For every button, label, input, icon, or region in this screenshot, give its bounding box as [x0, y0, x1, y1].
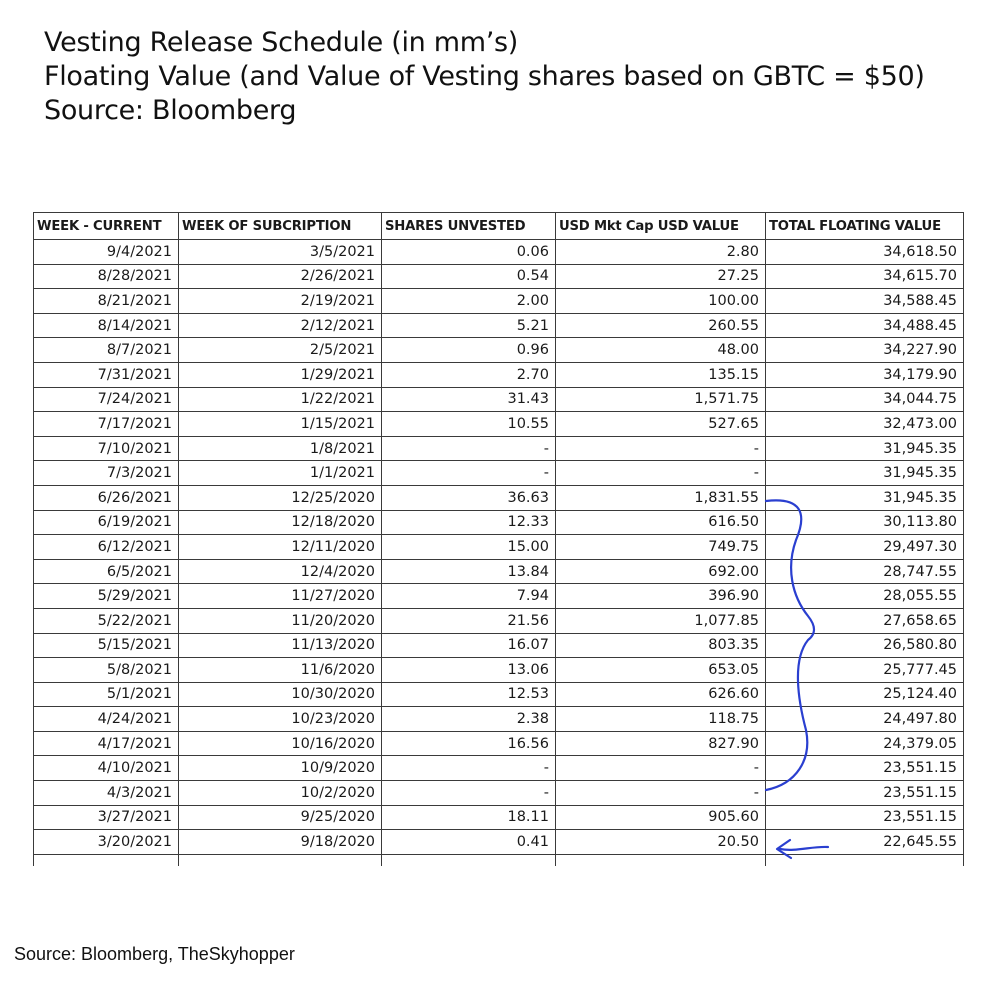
cell-shares-unvested: 0.54 — [382, 264, 556, 289]
cell-shares-unvested: 0.41 — [382, 830, 556, 855]
table-row — [34, 338, 964, 363]
table-row-continuation — [34, 854, 964, 866]
cell-week-of-subscription: 1/1/2021 — [179, 461, 382, 486]
cell-week-of-subscription: 9/25/2020 — [179, 805, 382, 830]
cell-week-current: 5/8/2021 — [34, 658, 179, 683]
cell-usd-value: 100.00 — [556, 289, 766, 314]
cell-week-current: 6/19/2021 — [34, 510, 179, 535]
cell-total-floating-value: 23,551.15 — [766, 805, 964, 830]
cell-week-current: 5/15/2021 — [34, 633, 179, 658]
cell-usd-value: 803.35 — [556, 633, 766, 658]
cell-usd-value: - — [556, 461, 766, 486]
cell-usd-value: 653.05 — [556, 658, 766, 683]
cell-total-floating-value: 24,379.05 — [766, 731, 964, 756]
cell-total-floating-value: 28,747.55 — [766, 559, 964, 584]
cell-usd-value: 827.90 — [556, 731, 766, 756]
empty-cell — [382, 854, 556, 866]
table-row — [34, 781, 964, 806]
cell-total-floating-value: 32,473.00 — [766, 412, 964, 437]
cell-week-current: 3/27/2021 — [34, 805, 179, 830]
cell-week-current: 5/29/2021 — [34, 584, 179, 609]
cell-week-current: 6/26/2021 — [34, 485, 179, 510]
vesting-table — [33, 212, 964, 866]
table-row — [34, 485, 964, 510]
cell-usd-value: 20.50 — [556, 830, 766, 855]
table-body — [34, 240, 964, 867]
cell-week-of-subscription: 1/22/2021 — [179, 387, 382, 412]
title-line-1: Vesting Release Schedule (in mm’s) — [44, 27, 519, 58]
cell-total-floating-value: 34,618.50 — [766, 240, 964, 265]
table-row — [34, 289, 964, 314]
header-usd-value: USD Mkt Cap USD VALUE — [556, 213, 766, 240]
table-row — [34, 264, 964, 289]
cell-total-floating-value: 22,645.55 — [766, 830, 964, 855]
cell-week-current: 6/12/2021 — [34, 535, 179, 560]
cell-week-of-subscription: 10/2/2020 — [179, 781, 382, 806]
empty-cell — [556, 854, 766, 866]
table-row — [34, 313, 964, 338]
cell-week-of-subscription: 12/25/2020 — [179, 485, 382, 510]
cell-week-current: 8/14/2021 — [34, 313, 179, 338]
cell-week-current: 7/24/2021 — [34, 387, 179, 412]
cell-shares-unvested: 13.06 — [382, 658, 556, 683]
cell-week-of-subscription: 10/16/2020 — [179, 731, 382, 756]
title-line-3: Source: Bloomberg — [44, 95, 297, 126]
cell-total-floating-value: 26,580.80 — [766, 633, 964, 658]
cell-week-current: 6/5/2021 — [34, 559, 179, 584]
cell-usd-value: - — [556, 436, 766, 461]
cell-total-floating-value: 31,945.35 — [766, 436, 964, 461]
cell-shares-unvested: 13.84 — [382, 559, 556, 584]
cell-week-of-subscription: 1/15/2021 — [179, 412, 382, 437]
cell-shares-unvested: 7.94 — [382, 584, 556, 609]
table-row — [34, 584, 964, 609]
cell-total-floating-value: 34,227.90 — [766, 338, 964, 363]
cell-week-of-subscription: 2/19/2021 — [179, 289, 382, 314]
cell-shares-unvested: - — [382, 756, 556, 781]
title-line-2: Floating Value (and Value of Vesting shares based on GBTC = $50) — [44, 61, 925, 92]
table-row — [34, 387, 964, 412]
cell-week-of-subscription: 2/5/2021 — [179, 338, 382, 363]
cell-total-floating-value: 34,044.75 — [766, 387, 964, 412]
table-row — [34, 559, 964, 584]
cell-total-floating-value: 34,615.70 — [766, 264, 964, 289]
cell-shares-unvested: 36.63 — [382, 485, 556, 510]
cell-total-floating-value: 24,497.80 — [766, 707, 964, 732]
table-row — [34, 830, 964, 855]
cell-usd-value: 260.55 — [556, 313, 766, 338]
cell-total-floating-value: 34,179.90 — [766, 362, 964, 387]
cell-week-current: 7/17/2021 — [34, 412, 179, 437]
cell-usd-value: 1,077.85 — [556, 608, 766, 633]
table-row — [34, 535, 964, 560]
cell-shares-unvested: - — [382, 781, 556, 806]
table-row — [34, 461, 964, 486]
cell-shares-unvested: 12.53 — [382, 682, 556, 707]
cell-week-of-subscription: 10/23/2020 — [179, 707, 382, 732]
table-row — [34, 633, 964, 658]
cell-week-of-subscription: 12/11/2020 — [179, 535, 382, 560]
table-row — [34, 412, 964, 437]
empty-cell — [34, 854, 179, 866]
cell-total-floating-value: 31,945.35 — [766, 461, 964, 486]
cell-total-floating-value: 34,588.45 — [766, 289, 964, 314]
cell-week-of-subscription: 1/8/2021 — [179, 436, 382, 461]
table-row — [34, 658, 964, 683]
table-row — [34, 756, 964, 781]
table-row — [34, 707, 964, 732]
cell-week-current: 8/7/2021 — [34, 338, 179, 363]
cell-total-floating-value: 25,124.40 — [766, 682, 964, 707]
cell-week-of-subscription: 10/30/2020 — [179, 682, 382, 707]
header-total-floating-value: TOTAL FLOATING VALUE — [766, 213, 964, 240]
cell-week-of-subscription: 3/5/2021 — [179, 240, 382, 265]
cell-week-of-subscription: 12/18/2020 — [179, 510, 382, 535]
cell-usd-value: 692.00 — [556, 559, 766, 584]
cell-shares-unvested: - — [382, 436, 556, 461]
header-shares-unvested: SHARES UNVESTED — [382, 213, 556, 240]
cell-week-current: 7/31/2021 — [34, 362, 179, 387]
cell-week-of-subscription: 10/9/2020 — [179, 756, 382, 781]
empty-cell — [179, 854, 382, 866]
cell-usd-value: 1,571.75 — [556, 387, 766, 412]
cell-total-floating-value: 28,055.55 — [766, 584, 964, 609]
cell-week-current: 4/10/2021 — [34, 756, 179, 781]
table-row — [34, 436, 964, 461]
cell-week-of-subscription: 11/27/2020 — [179, 584, 382, 609]
table-header-row — [34, 213, 964, 240]
cell-week-of-subscription: 9/18/2020 — [179, 830, 382, 855]
cell-week-of-subscription: 2/26/2021 — [179, 264, 382, 289]
cell-week-of-subscription: 1/29/2021 — [179, 362, 382, 387]
table-row — [34, 731, 964, 756]
cell-week-current: 5/22/2021 — [34, 608, 179, 633]
source-footnote: Source: Bloomberg, TheSkyhopper — [14, 944, 295, 964]
cell-usd-value: 48.00 — [556, 338, 766, 363]
cell-usd-value: 27.25 — [556, 264, 766, 289]
table-row — [34, 608, 964, 633]
cell-week-of-subscription: 11/6/2020 — [179, 658, 382, 683]
cell-shares-unvested: 0.96 — [382, 338, 556, 363]
cell-week-current: 4/24/2021 — [34, 707, 179, 732]
vesting-table-container — [33, 212, 964, 866]
cell-usd-value: 527.65 — [556, 412, 766, 437]
cell-week-current: 8/21/2021 — [34, 289, 179, 314]
cell-shares-unvested: 2.38 — [382, 707, 556, 732]
table-row — [34, 510, 964, 535]
table-row — [34, 362, 964, 387]
cell-shares-unvested: 12.33 — [382, 510, 556, 535]
cell-shares-unvested: 16.56 — [382, 731, 556, 756]
cell-shares-unvested: 21.56 — [382, 608, 556, 633]
cell-usd-value: 749.75 — [556, 535, 766, 560]
table-row — [34, 805, 964, 830]
table-row — [34, 240, 964, 265]
cell-week-current: 3/20/2021 — [34, 830, 179, 855]
cell-usd-value: 1,831.55 — [556, 485, 766, 510]
cell-shares-unvested: 31.43 — [382, 387, 556, 412]
cell-total-floating-value: 27,658.65 — [766, 608, 964, 633]
header-week-of-subscription: WEEK OF SUBCRIPTION — [179, 213, 382, 240]
cell-week-current: 4/3/2021 — [34, 781, 179, 806]
cell-shares-unvested: 16.07 — [382, 633, 556, 658]
document-title — [44, 26, 925, 128]
header-week-current: WEEK - CURRENT — [34, 213, 179, 240]
cell-week-current: 9/4/2021 — [34, 240, 179, 265]
cell-shares-unvested: 18.11 — [382, 805, 556, 830]
cell-week-of-subscription: 12/4/2020 — [179, 559, 382, 584]
cell-usd-value: - — [556, 781, 766, 806]
cell-total-floating-value: 30,113.80 — [766, 510, 964, 535]
cell-usd-value: 135.15 — [556, 362, 766, 387]
cell-shares-unvested: 10.55 — [382, 412, 556, 437]
cell-usd-value: 905.60 — [556, 805, 766, 830]
cell-usd-value: 2.80 — [556, 240, 766, 265]
cell-usd-value: 626.60 — [556, 682, 766, 707]
cell-week-current: 4/17/2021 — [34, 731, 179, 756]
cell-week-current: 7/10/2021 — [34, 436, 179, 461]
cell-usd-value: 118.75 — [556, 707, 766, 732]
cell-usd-value: 396.90 — [556, 584, 766, 609]
cell-week-current: 5/1/2021 — [34, 682, 179, 707]
cell-week-of-subscription: 11/13/2020 — [179, 633, 382, 658]
cell-usd-value: - — [556, 756, 766, 781]
cell-week-current: 8/28/2021 — [34, 264, 179, 289]
cell-usd-value: 616.50 — [556, 510, 766, 535]
cell-total-floating-value: 34,488.45 — [766, 313, 964, 338]
cell-total-floating-value: 23,551.15 — [766, 756, 964, 781]
cell-shares-unvested: 15.00 — [382, 535, 556, 560]
cell-shares-unvested: 2.00 — [382, 289, 556, 314]
cell-week-of-subscription: 11/20/2020 — [179, 608, 382, 633]
cell-week-of-subscription: 2/12/2021 — [179, 313, 382, 338]
cell-shares-unvested: - — [382, 461, 556, 486]
cell-shares-unvested: 0.06 — [382, 240, 556, 265]
cell-total-floating-value: 29,497.30 — [766, 535, 964, 560]
cell-week-current: 7/3/2021 — [34, 461, 179, 486]
cell-shares-unvested: 2.70 — [382, 362, 556, 387]
empty-cell — [766, 854, 964, 866]
cell-total-floating-value: 23,551.15 — [766, 781, 964, 806]
table-row — [34, 682, 964, 707]
cell-total-floating-value: 31,945.35 — [766, 485, 964, 510]
cell-shares-unvested: 5.21 — [382, 313, 556, 338]
cell-total-floating-value: 25,777.45 — [766, 658, 964, 683]
